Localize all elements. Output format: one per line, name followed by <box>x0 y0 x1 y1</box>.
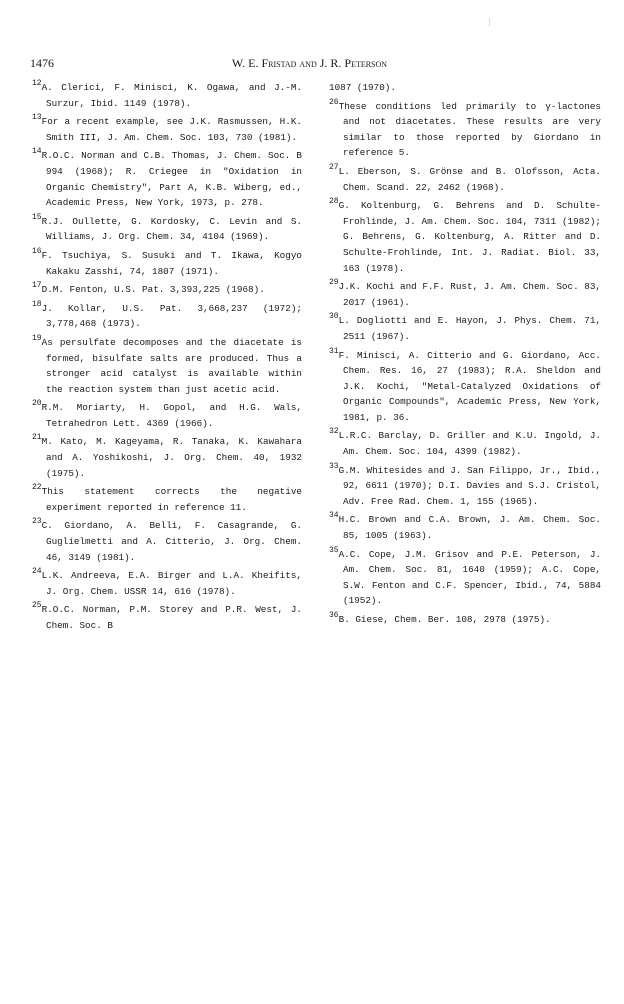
references-right-column <box>329 80 601 631</box>
reference-19: 19As persulfate decomposes and the diacetate is formed, bisulfate salts are produced. Thus a stronger acid catalyst is available within the reaction system than just acetic acid. <box>32 333 302 395</box>
reference-14: 14R.O.C. Norman and C.B. Thomas, J. Chem. Soc. B 994 (1968); R. Criegee in "Oxidation in Organic Chemistry", Part A, K.B. Wiberg, ed., Academic Press, New York, 1973, p. 278. <box>32 147 302 209</box>
reference-32: 32L.R.C. Barclay, D. Griller and K.U. Ingold, J. Am. Chem. Soc. 104, 4399 (1982). <box>329 427 601 458</box>
page-header <box>30 56 589 72</box>
reference-20: 20R.M. Moriarty, H. Gopol, and H.G. Wals, Tetrahedron Lett. 4369 (1966). <box>32 399 302 429</box>
reference-25: 25R.O.C. Norman, P.M. Storey and P.R. West, J. Chem. Soc. B <box>32 601 302 631</box>
reference-22: 22This statement corrects the negative experiment reported in reference 11. <box>32 483 302 513</box>
reference-29: 29J.K. Kochi and F.F. Rust, J. Am. Chem. Soc. 83, 2017 (1961). <box>329 278 601 308</box>
reference-30: 30L. Dogliotti and E. Hayon, J. Phys. Chem. 71, 2511 (1967). <box>329 312 601 342</box>
reference-12: 12A. Clerici, F. Minisci, K. Ogawa, and J.-M. Surzur, Ibid. 1149 (1978). <box>32 79 302 109</box>
reference-36: 36B. Giese, Chem. Ber. 108, 2978 (1975). <box>329 611 551 625</box>
reference-23: 23C. Giordano, A. Belli, F. Casagrande, G. Guglielmetti and A. Citterio, J. Org. Chem. 46, 3149 (1981). <box>32 517 302 563</box>
reference-15: 15R.J. Oullette, G. Kordosky, C. Levin and S. Williams, J. Org. Chem. 34, 4104 (1969). <box>32 212 302 243</box>
page-number: 1476 <box>30 56 54 70</box>
reference-28: 28G. Koltenburg, G. Behrens and D. Schulte-Frohlinde, J. Am. Chem. Soc. 104, 7311 (1982); G. Behrens, G. Koltenburg, A. Ritter and D. Schulte-Frohlinde, Int. J. Radiat. Biol. 33, 163 (1978). <box>329 197 601 274</box>
reference-13: 13For a recent example, see J.K. Rasmussen, H.K. Smith III, J. Am. Chem. Soc. 103, 730 (1981). <box>32 113 302 143</box>
reference-17: 17D.M. Fenton, U.S. Pat. 3,393,225 (1968). <box>32 281 265 296</box>
reference-33: 33G.M. Whitesides and J. San Filippo, Jr., Ibid., 92, 6611 (1970); D.I. Davies and S.J. Cristol, Adv. Free Rad. Chem. 1, 155 (1965). <box>329 461 601 507</box>
scan-mark <box>489 18 490 26</box>
reference-26: 26These conditions led primarily to γ-lactones and not diacetates. These results are very similar to those reported by Giordano in reference 5. <box>329 97 601 159</box>
running-head: W. E. Fristad and J. R. Peterson <box>231 56 388 70</box>
reference-34: 34H.C. Brown and C.A. Brown, J. Am. Chem. Soc. 85, 1005 (1963). <box>329 511 601 542</box>
reference-24: 24L.K. Andreeva, E.A. Birger and L.A. Kheifits, J. Org. Chem. USSR 14, 616 (1978). <box>32 567 302 597</box>
reference-16: 16F. Tsuchiya, S. Susuki and T. Ikawa, Kogyo Kakaku Zasshi, 74, 1807 (1971). <box>32 246 302 277</box>
reference-25-continued: 1087 (1970). <box>329 82 396 93</box>
references-left-column <box>32 80 302 637</box>
reference-31: 31F. Minisci, A. Citterio and G. Giordano, Acc. Chem. Res. 16, 27 (1983); R.A. Sheldon and J.K. Kochi, "Metal-Catalyzed Oxidations of Organic Compounds", Academic Press, New York, 1981, p. 36. <box>329 346 601 423</box>
reference-21: 21M. Kato, M. Kageyama, R. Tanaka, K. Kawahara and A. Yoshikoshi, J. Org. Chem. 40, 1932 (1975). <box>32 433 302 479</box>
reference-18: 18J. Kollar, U.S. Pat. 3,668,237 (1972); 3,778,468 (1973). <box>32 299 302 330</box>
reference-35: 35A.C. Cope, J.M. Grisov and P.E. Peterson, J. Am. Chem. Soc. 81, 1640 (1959); A.C. Cope, S.W. Fenton and C.F. Spencer, Ibid., 74, 5884 (1952). <box>329 545 601 607</box>
reference-27: 27L. Eberson, S. Grönse and B. Olofsson, Acta. Chem. Scand. 22, 2462 (1968). <box>329 162 601 193</box>
